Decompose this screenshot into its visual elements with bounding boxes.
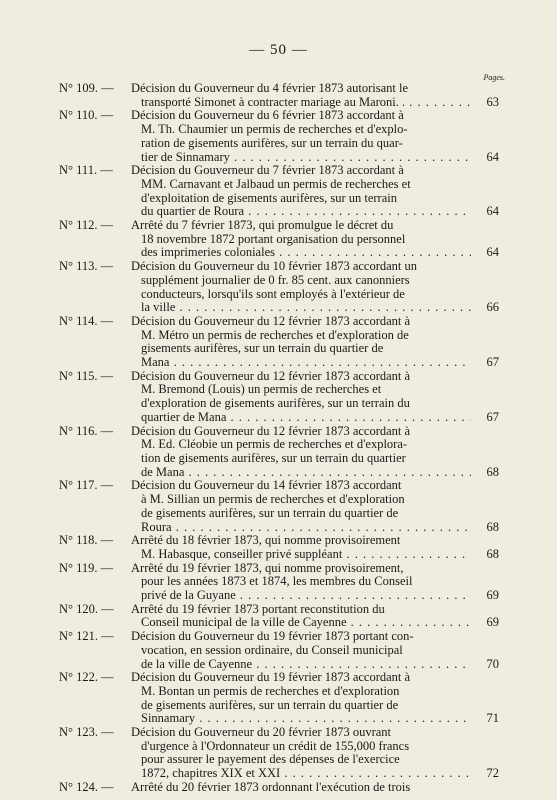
entry-line: transporté Simonet à contracter mariage au Maroni. . . . . [131, 96, 471, 110]
toc-entry [0, 425, 557, 480]
entry-line: Mana . . . [131, 356, 471, 370]
entry-page-number: 68 [486, 464, 499, 479]
entry-description [131, 781, 471, 795]
entry-line: d'exploration de gisements aurifères, sur un terrain du [141, 397, 410, 411]
entry-description [131, 260, 471, 315]
entry-number: N° 115. — [59, 368, 114, 383]
entry-line: des imprimeries coloniales . . . [131, 246, 471, 260]
entry-number: N° 110. — [59, 108, 114, 123]
entry-description [131, 219, 471, 260]
entry-description [131, 726, 471, 781]
entry-line: M. Habasque, conseiller privé suppléant . . . [131, 548, 471, 562]
toc-entry [0, 315, 557, 370]
entry-line: pour les années 1873 et 1874, les membres du Conseil [141, 575, 413, 589]
entry-line: M. Th. Chaumier un permis de recherches et d'explo- [141, 123, 408, 137]
entry-number: N° 119. — [59, 560, 114, 575]
toc-entry [0, 82, 557, 109]
entry-number: N° 123. — [59, 725, 114, 740]
entry-number: N° 109. — [59, 81, 114, 95]
entry-line: Arrêté du 19 février 1873 portant reconstitution du [131, 602, 385, 616]
entry-line: à M. Sillian un permis de recherches et d'exploration [141, 493, 405, 507]
entry-line: 1872, chapitres XIX et XXI . . . [131, 767, 471, 781]
entry-line: Décision du Gouverneur du 20 février 1873 ouvrant [131, 726, 391, 740]
entry-page-number: 70 [486, 656, 499, 671]
entry-line: M. Bremond (Louis) un permis de recherches et [141, 383, 382, 397]
entry-page-number: 69 [486, 588, 499, 603]
entry-line: M. Métro un permis de recherches et d'exploration de [141, 328, 409, 342]
entry-line: Arrêté du 20 février 1873 ordonnant l'exécution de trois [131, 780, 411, 794]
entry-page-number: 68 [486, 519, 499, 534]
toc-entry [0, 370, 557, 425]
page-number: — 50 — [249, 42, 308, 58]
entry-page-number: 69 [486, 615, 499, 630]
entry-page-number: 66 [486, 300, 499, 315]
toc-entry [0, 630, 557, 671]
entry-line: M. Bontan un permis de recherches et d'exploration [141, 684, 400, 698]
toc-entry [0, 726, 557, 781]
toc-entry [0, 781, 557, 795]
entry-line: tion de gisements aurifères, sur un terrain du quartier [141, 451, 406, 465]
entry-line: vocation, en session ordinaire, du Conseil municipal [141, 643, 403, 657]
entry-line: la ville . . . [131, 301, 471, 315]
entry-line: Décision du Gouverneur du 14 février 1873 accordant [131, 479, 402, 493]
entry-page-number: 64 [486, 245, 499, 260]
entry-page-number: 67 [486, 355, 499, 370]
entry-line: Décision du Gouverneur du 12 février 1873 accordant à [131, 424, 411, 438]
entry-line: privé de la Guyane . . . [131, 589, 471, 603]
pages-column-label: Pages. [483, 73, 505, 82]
entry-line: supplément journalier de 0 fr. 85 cent. aux canonniers [141, 273, 410, 287]
entry-number: N° 111. — [59, 163, 113, 178]
toc-entry [0, 479, 557, 534]
entry-line: de la ville de Cayenne . . . [131, 658, 471, 672]
entry-description [131, 164, 471, 219]
entry-description [131, 562, 471, 603]
entry-description [131, 479, 471, 534]
entry-line: Décision du Gouverneur du 19 février 1873 portant con- [131, 630, 414, 644]
entry-page-number: 67 [486, 409, 499, 424]
toc-entry [0, 603, 557, 630]
entry-line: MM. Carnavant et Jalbaud un permis de recherches et [141, 177, 411, 191]
entry-number: N° 114. — [59, 313, 114, 328]
toc-entry [0, 109, 557, 164]
entry-description [131, 109, 471, 164]
entry-line: gisements aurifères, sur un terrain du quartier de [141, 342, 384, 356]
entry-page-number: 71 [486, 711, 499, 726]
entry-page-number: 72 [486, 766, 499, 781]
toc-entry [0, 671, 557, 726]
toc-entry [0, 260, 557, 315]
entry-description [131, 603, 471, 630]
entry-line: Conseil municipal de la ville de Cayenne . . . [131, 616, 471, 630]
entry-number: N° 116. — [59, 423, 114, 438]
entry-page-number: 64 [486, 204, 499, 219]
entry-line: Roura . . . [131, 521, 471, 535]
table-of-contents [0, 82, 557, 795]
entry-line: Arrêté du 7 février 1873, qui promulgue le décret du [131, 219, 394, 233]
entry-number: N° 112. — [59, 218, 114, 233]
entry-number: N° 120. — [59, 601, 114, 616]
entry-line: Décision du Gouverneur du 4 février 1873 autorisant le [131, 82, 409, 95]
entry-number: N° 117. — [59, 478, 114, 493]
entry-page-number: 68 [486, 546, 499, 561]
entry-line: du quartier de Roura . . . [131, 205, 471, 219]
entry-description [131, 425, 471, 480]
entry-line: M. Ed. Cléobie un permis de recherches et d'explora- [141, 438, 408, 452]
entry-description [131, 671, 471, 726]
entry-number: N° 113. — [59, 259, 114, 274]
toc-entry [0, 534, 557, 561]
entry-description [131, 370, 471, 425]
entry-description [131, 315, 471, 370]
entry-page-number: 64 [486, 149, 499, 164]
entry-page-number: 63 [486, 94, 499, 109]
entry-line: Décision du Gouverneur du 19 février 1873 accordant à [131, 671, 411, 685]
entry-line: quartier de Mana . . . [131, 411, 471, 425]
entry-number: N° 122. — [59, 670, 114, 685]
entry-line: de Mana . . . [131, 466, 471, 480]
toc-entry [0, 219, 557, 260]
entry-line: d'urgence à l'Ordonnateur un crédit de 155,000 francs [141, 739, 410, 753]
entry-line: Décision du Gouverneur du 12 février 1873 accordant à [131, 314, 411, 328]
entry-line: ration de gisements aurifères, sur un terrain du quar- [141, 136, 403, 150]
entry-line: conducteurs, lorsqu'ils sont employés à l'extérieur de [141, 287, 405, 301]
entry-line: de gisements aurifères, sur un terrain du quartier de [141, 506, 399, 520]
entry-line: Arrêté du 19 février 1873, qui nomme provisoirement, [131, 561, 404, 575]
entry-description [131, 534, 471, 561]
toc-entry [0, 562, 557, 603]
entry-description [131, 82, 471, 109]
entry-line: Décision du Gouverneur du 7 février 1873 accordant à [131, 164, 404, 178]
entry-line: Décision du Gouverneur du 10 février 1873 accordant un [131, 260, 418, 274]
toc-entry [0, 164, 557, 219]
entry-line: Décision du Gouverneur du 6 février 1873 accordant à [131, 109, 404, 123]
entry-number: N° 118. — [59, 533, 114, 548]
entry-line: pour assurer le payement des dépenses de l'exercice [141, 753, 400, 767]
entry-description [131, 630, 471, 671]
entry-line: de gisements aurifères, sur un terrain du quartier de [141, 698, 399, 712]
entry-line: d'exploitation de gisements aurifères, sur un terrain [141, 191, 397, 205]
entry-number: N° 124. — [59, 779, 114, 794]
entry-line: Décision du Gouverneur du 12 février 1873 accordant à [131, 369, 411, 383]
entry-line: Arrêté du 18 février 1873, qui nomme provisoirement [131, 534, 401, 548]
entry-line: 18 novembre 1872 portant organisation du personnel [141, 232, 406, 246]
entry-line: Sinnamary . . . [131, 712, 471, 726]
entry-number: N° 121. — [59, 629, 114, 644]
entry-line: tier de Sinnamary . . . [131, 151, 471, 165]
